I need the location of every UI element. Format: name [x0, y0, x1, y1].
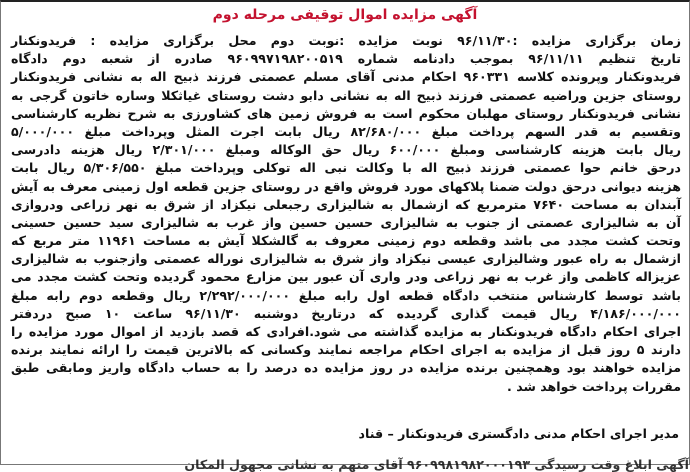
notice-title: آگهی مزایده اموال توقیفی مرحله دوم — [212, 7, 478, 23]
notice-body — [11, 32, 681, 396]
notice-line: اجرای احکام دادگاه فریدونکنار به مزایده گذاشته می شود.افرادی که قصد بازدید از اموال مورد مزایده را — [11, 324, 681, 339]
notice-line: زمان برگزاری مزایده :۹۶/۱۱/۳۰ نوبت مزایده :نوبت دوم محل برگزاری مزایده : فریدونکنار — [11, 33, 681, 48]
notice-line: نشانی فریدونکنار روستای مهلبان محکوم است به فروش زمین های کشاورزی به شرح نظریه کارشناسی — [11, 105, 681, 121]
notice-line: وتحت کشت مجدد می باشد وقطعه دوم زمینی معروف به گالشکلا آیش به مساحت ۱۱۹۶۱ متر مربع که — [11, 233, 681, 249]
notice-line: عزیزاله کاظمی واز غرب به نهر زراعی ودر واری آن عبور بین مزارع محمود گردیده وتحت کشت مجدد می — [11, 269, 681, 285]
notice-line: ۴/۱۸۶/۰۰۰/۰۰۰ ریال قیمت گذاری گردیده که درتاریخ دوشنبه ۹۶/۱۱/۳۰ ساعت ۱۰ صبح دردفتر — [11, 305, 681, 321]
notice-line: وتقسیم به قدر السهم پرداخت مبلغ ۸۲/۶۸۰/۰۰۰ ریال بابت اجرت المثل وپرداخت مبلغ ۵/۰۰۰/۰۰۰ — [11, 123, 681, 139]
notice-line: تاریخ تنظیم ۹۶/۱۱/۱۱ بموجب دادنامه شماره ۹۶۰۹۹۷۱۹۸۲۰۰۵۱۹ صادره از شعبه دوم دادگاه — [11, 51, 682, 67]
notice-line: ریال بابت هزینه کارشناسی ومبلغ ۶۰۰/۰۰۰ ریال حق الوکاله ومبلغ ۲/۳۰۱/۰۰۰ ریال هزینه دادرسی — [11, 142, 682, 158]
notice-line: روستای جزین وراضیه عصمتی فرزند ذبیح اله به نشانی دابو دشت روستای غیاثکلا وساره خاتون گرجی به — [11, 87, 681, 103]
notice-line: مقررات پرداخت خواهد شد . — [507, 378, 681, 394]
notice-line: ازشمال به راه عبور وشالیزاری عیسی نیکزاد واز شرق به شالیزاری نوراله عصمتی وازجنوب به شالیزاری — [11, 251, 681, 267]
notice-line: دارند ۵ روز قبل از مزایده به اجرای احکام مراجعه نمایند وکسانی که بالاترین قیمت را ارائه نمایند برنده — [11, 342, 682, 358]
notice-line: آن به شالیزاری عصمتی از جنوب به شالیزاری حسین حسین واز غرب به شالیزاری سید حسین حسینی — [11, 214, 681, 230]
notice-line: باشد توسط کارشناس منتخب دادگاه قطعه اول رابه مبلغ ۲/۲۹۲/۰۰۰/۰۰۰ ریال وقطعه دوم رابه مبلغ — [11, 287, 681, 303]
notice-line: مزایده خواهند بود وهمچنین برنده مزایده در روز مزایده ده درصد را به حساب دادگاه واریز ومابقی طبق — [11, 360, 681, 376]
notice-signature: مدیر اجرای احکام مدنی دادگستری فریدونکنار – قناد — [358, 426, 679, 441]
notice-line: آبندان به مساحت ۷۶۴۰ مترمربع که ازشمال به شالیزاری رجبعلی نیکزاد از شرق به نهر زراعی ودروازی — [11, 196, 682, 212]
notice-line: فریدونکنار وپرونده کلاسه ۹۶۰۳۳۱ احکام مدنی آقای مسلم عصمتی فرزند ذبیح اله به نشانی فریدونکنار — [11, 69, 681, 85]
notice-line: درحق خانم حوا عصمتی فرزند ذبیح اله با وکالت نبی اله توکلی وپرداخت مبلغ ۵/۳۰۶/۵۵۰ ریال بابت — [11, 160, 681, 176]
title-row — [1, 4, 689, 26]
notice-line: هزینه دیوانی درحق دولت ضمنا پلاکهای مورد فروش واقع در روستای جزین قطعه اول زمینی معرف به آیش — [11, 178, 681, 194]
next-notice-cut-text: آگهی ابلاغ وقت رسیدگی ۹۶۰۹۹۸۱۹۸۲۰۰۰۱۹۳ آقای متهم به نشانی مجهول المکان — [184, 457, 689, 472]
